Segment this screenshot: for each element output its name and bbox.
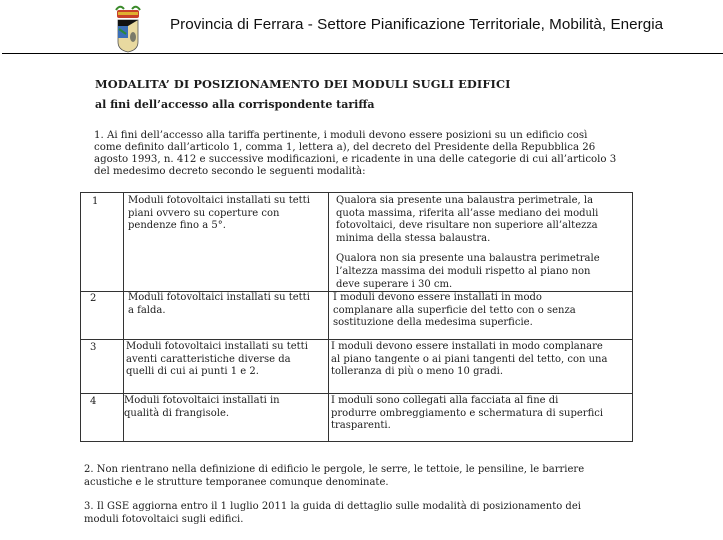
cell-line: al piano tangente o ai piani tangenti del tetto, con una — [331, 353, 608, 365]
cell-line: I moduli devono essere installati in modo complanare — [331, 341, 603, 352]
cell-line: a falda. — [128, 304, 166, 316]
row-divider — [81, 393, 632, 394]
cell-line: Moduli fotovoltaici installati su tetti — [126, 341, 308, 352]
cell-line: produrre ombreggiamento e schermatura di superfici — [331, 407, 604, 419]
table-cell-type — [128, 195, 310, 233]
row-divider — [81, 339, 632, 340]
cell-line: quelli di cui ai punti 1 e 2. — [126, 366, 259, 378]
cell-line: I moduli devono essere installati in modo — [333, 292, 542, 303]
cell-line: Moduli fotovoltaici installati su tetti — [128, 292, 310, 303]
cell-line: qualità di frangisole. — [124, 407, 230, 419]
table-row-number: 2 — [90, 293, 97, 304]
cell-line: Moduli fotovoltaici installati su tetti — [128, 195, 310, 206]
cell-line: piani ovvero su coperture con — [128, 207, 280, 219]
note-2-line: 2. Non rientrano nella definizione di edificio le pergole, le serre, le tettoie, le pensiline, le barriere — [84, 464, 585, 475]
cell-line: Qualora non sia presente una balaustra perimetrale — [336, 253, 600, 265]
note-3-line: 3. Il GSE aggiorna entro il 1 luglio 2011 la guida di dettaglio sulle modalità di posizionamento dei — [84, 501, 581, 512]
cell-line: pendenze fino a 5°. — [128, 220, 226, 232]
intro-line: agosto 1993, n. 412 e successive modificazioni, e ricadente in una delle categorie di cui all’articolo 3 — [94, 154, 617, 165]
table-row-number: 1 — [92, 196, 99, 207]
table-row-number: 4 — [90, 396, 97, 407]
cell-line: tolleranza di più o meno 10 gradi. — [331, 366, 504, 378]
table-cell-type — [126, 341, 308, 379]
intro-line: del medesimo decreto secondo le seguenti modalità: — [94, 166, 366, 177]
column-divider — [328, 193, 329, 441]
cell-line: trasparenti. — [331, 420, 391, 432]
intro-line: come definito dall’articolo 1, comma 1, lettera a), del decreto del Presidente della Repubblica 26 — [94, 142, 596, 153]
table-cell-type — [128, 292, 310, 317]
positioning-table — [80, 192, 633, 442]
cell-spacer — [336, 245, 600, 253]
cell-line: quota massima, riferita all’asse mediano dei moduli — [336, 207, 599, 219]
cell-line: deve superare i 30 cm. — [336, 278, 453, 290]
table-cell-rule — [336, 195, 600, 291]
cell-line: l’altezza massima dei moduli rispetto al piano non — [336, 265, 591, 277]
cell-line: aventi caratteristiche diverse da — [126, 353, 291, 365]
table-row-number: 3 — [90, 342, 97, 353]
document-subtitle: al fini dell’accesso alla corrispondente tariffa — [95, 98, 375, 111]
document-title: MODALITA’ DI POSIZIONAMENTO DEI MODULI SUGLI EDIFICI — [95, 77, 511, 91]
table-cell-rule — [331, 395, 603, 433]
table-cell-rule — [333, 292, 576, 330]
cell-line: complanare alla superficie del tetto con o senza — [333, 304, 576, 316]
header-title: Provincia di Ferrara - Settore Pianificazione Territoriale, Mobilità, Energia — [170, 16, 664, 33]
cell-line: I moduli sono collegati alla facciata al fine di — [331, 395, 559, 406]
cell-line: Moduli fotovoltaici installati in — [124, 395, 280, 406]
cell-line: minima della stessa balaustra. — [336, 232, 491, 244]
cell-line: fotovoltaici, deve risultare non superiore all’altezza — [336, 220, 598, 232]
table-cell-rule — [331, 341, 607, 379]
cell-line: sostituzione della medesima superficie. — [333, 317, 533, 329]
note-2-line: acustiche e le strutture temporanee comunque denominate. — [84, 477, 389, 488]
intro-line: 1. Ai fini dell’accesso alla tariffa pertinente, i moduli devono essere posizioni su un edificio così — [94, 130, 588, 141]
note-3-line: moduli fotovoltaici sugli edifici. — [84, 514, 244, 525]
table-cell-type — [124, 395, 280, 420]
cell-line: Qualora sia presente una balaustra perimetrale, la — [336, 195, 594, 206]
